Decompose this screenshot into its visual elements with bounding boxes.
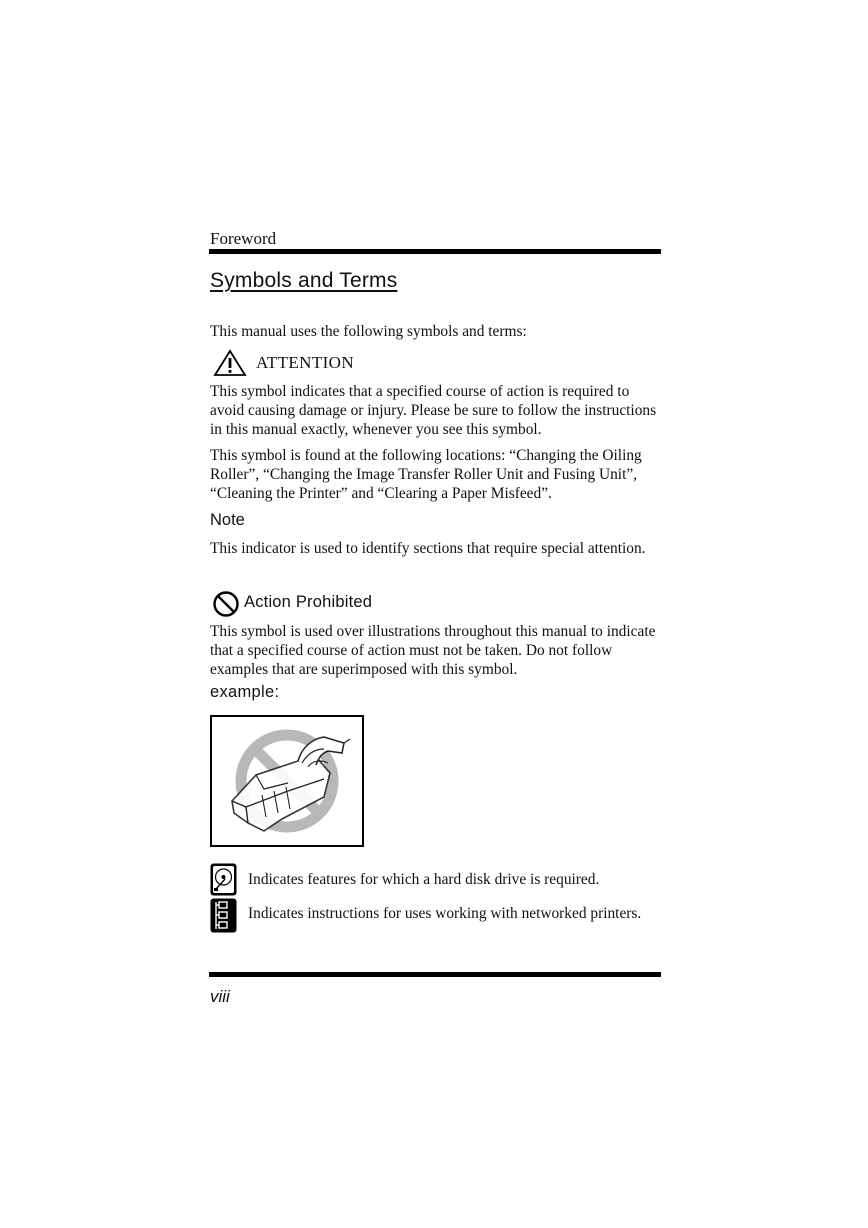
section-header: Foreword (210, 229, 277, 248)
attention-locations: This symbol is found at the following locations: “Changing the Oiling Roller”, “Changing the Image Transfer Roller Unit and Fusing Unit”, “Cleaning the Printer” and “Clearing a Paper Misfeed”. (210, 447, 642, 502)
hard-disk-indicator-text: Indicates features for which a hard disk drive is required. (248, 871, 600, 888)
note-heading: Note (210, 511, 245, 529)
attention-label: ATTENTION (256, 353, 355, 372)
prohibited-icon (212, 590, 240, 618)
note-description: This indicator is used to identify sections that require special attention. (210, 540, 646, 557)
example-illustration (210, 715, 364, 847)
intro-text: This manual uses the following symbols and terms: (210, 323, 527, 340)
page-number: viii (210, 987, 230, 1006)
network-icon (210, 898, 237, 933)
example-label: example: (210, 683, 280, 701)
warning-triangle-icon (213, 349, 247, 377)
prohibited-cartridge-illustration (212, 717, 362, 845)
network-indicator-text: Indicates instructions for uses working with networked printers. (248, 905, 642, 922)
hard-disk-icon (210, 863, 237, 896)
attention-description: This symbol indicates that a specified course of action is required to avoid causing damage or injury. Please be sure to follow the instructions in this manual exactly, whenever you see this symbol. (210, 383, 657, 438)
header-rule (209, 249, 661, 254)
action-prohibited-description: This symbol is used over illustrations throughout this manual to indicate that a specified course of action must not be taken. Do not follow examples that are superimposed with this symbol. (210, 623, 656, 678)
footer-rule (209, 972, 661, 977)
action-prohibited-label: Action Prohibited (244, 593, 373, 611)
page-title: Symbols and Terms (210, 269, 398, 292)
